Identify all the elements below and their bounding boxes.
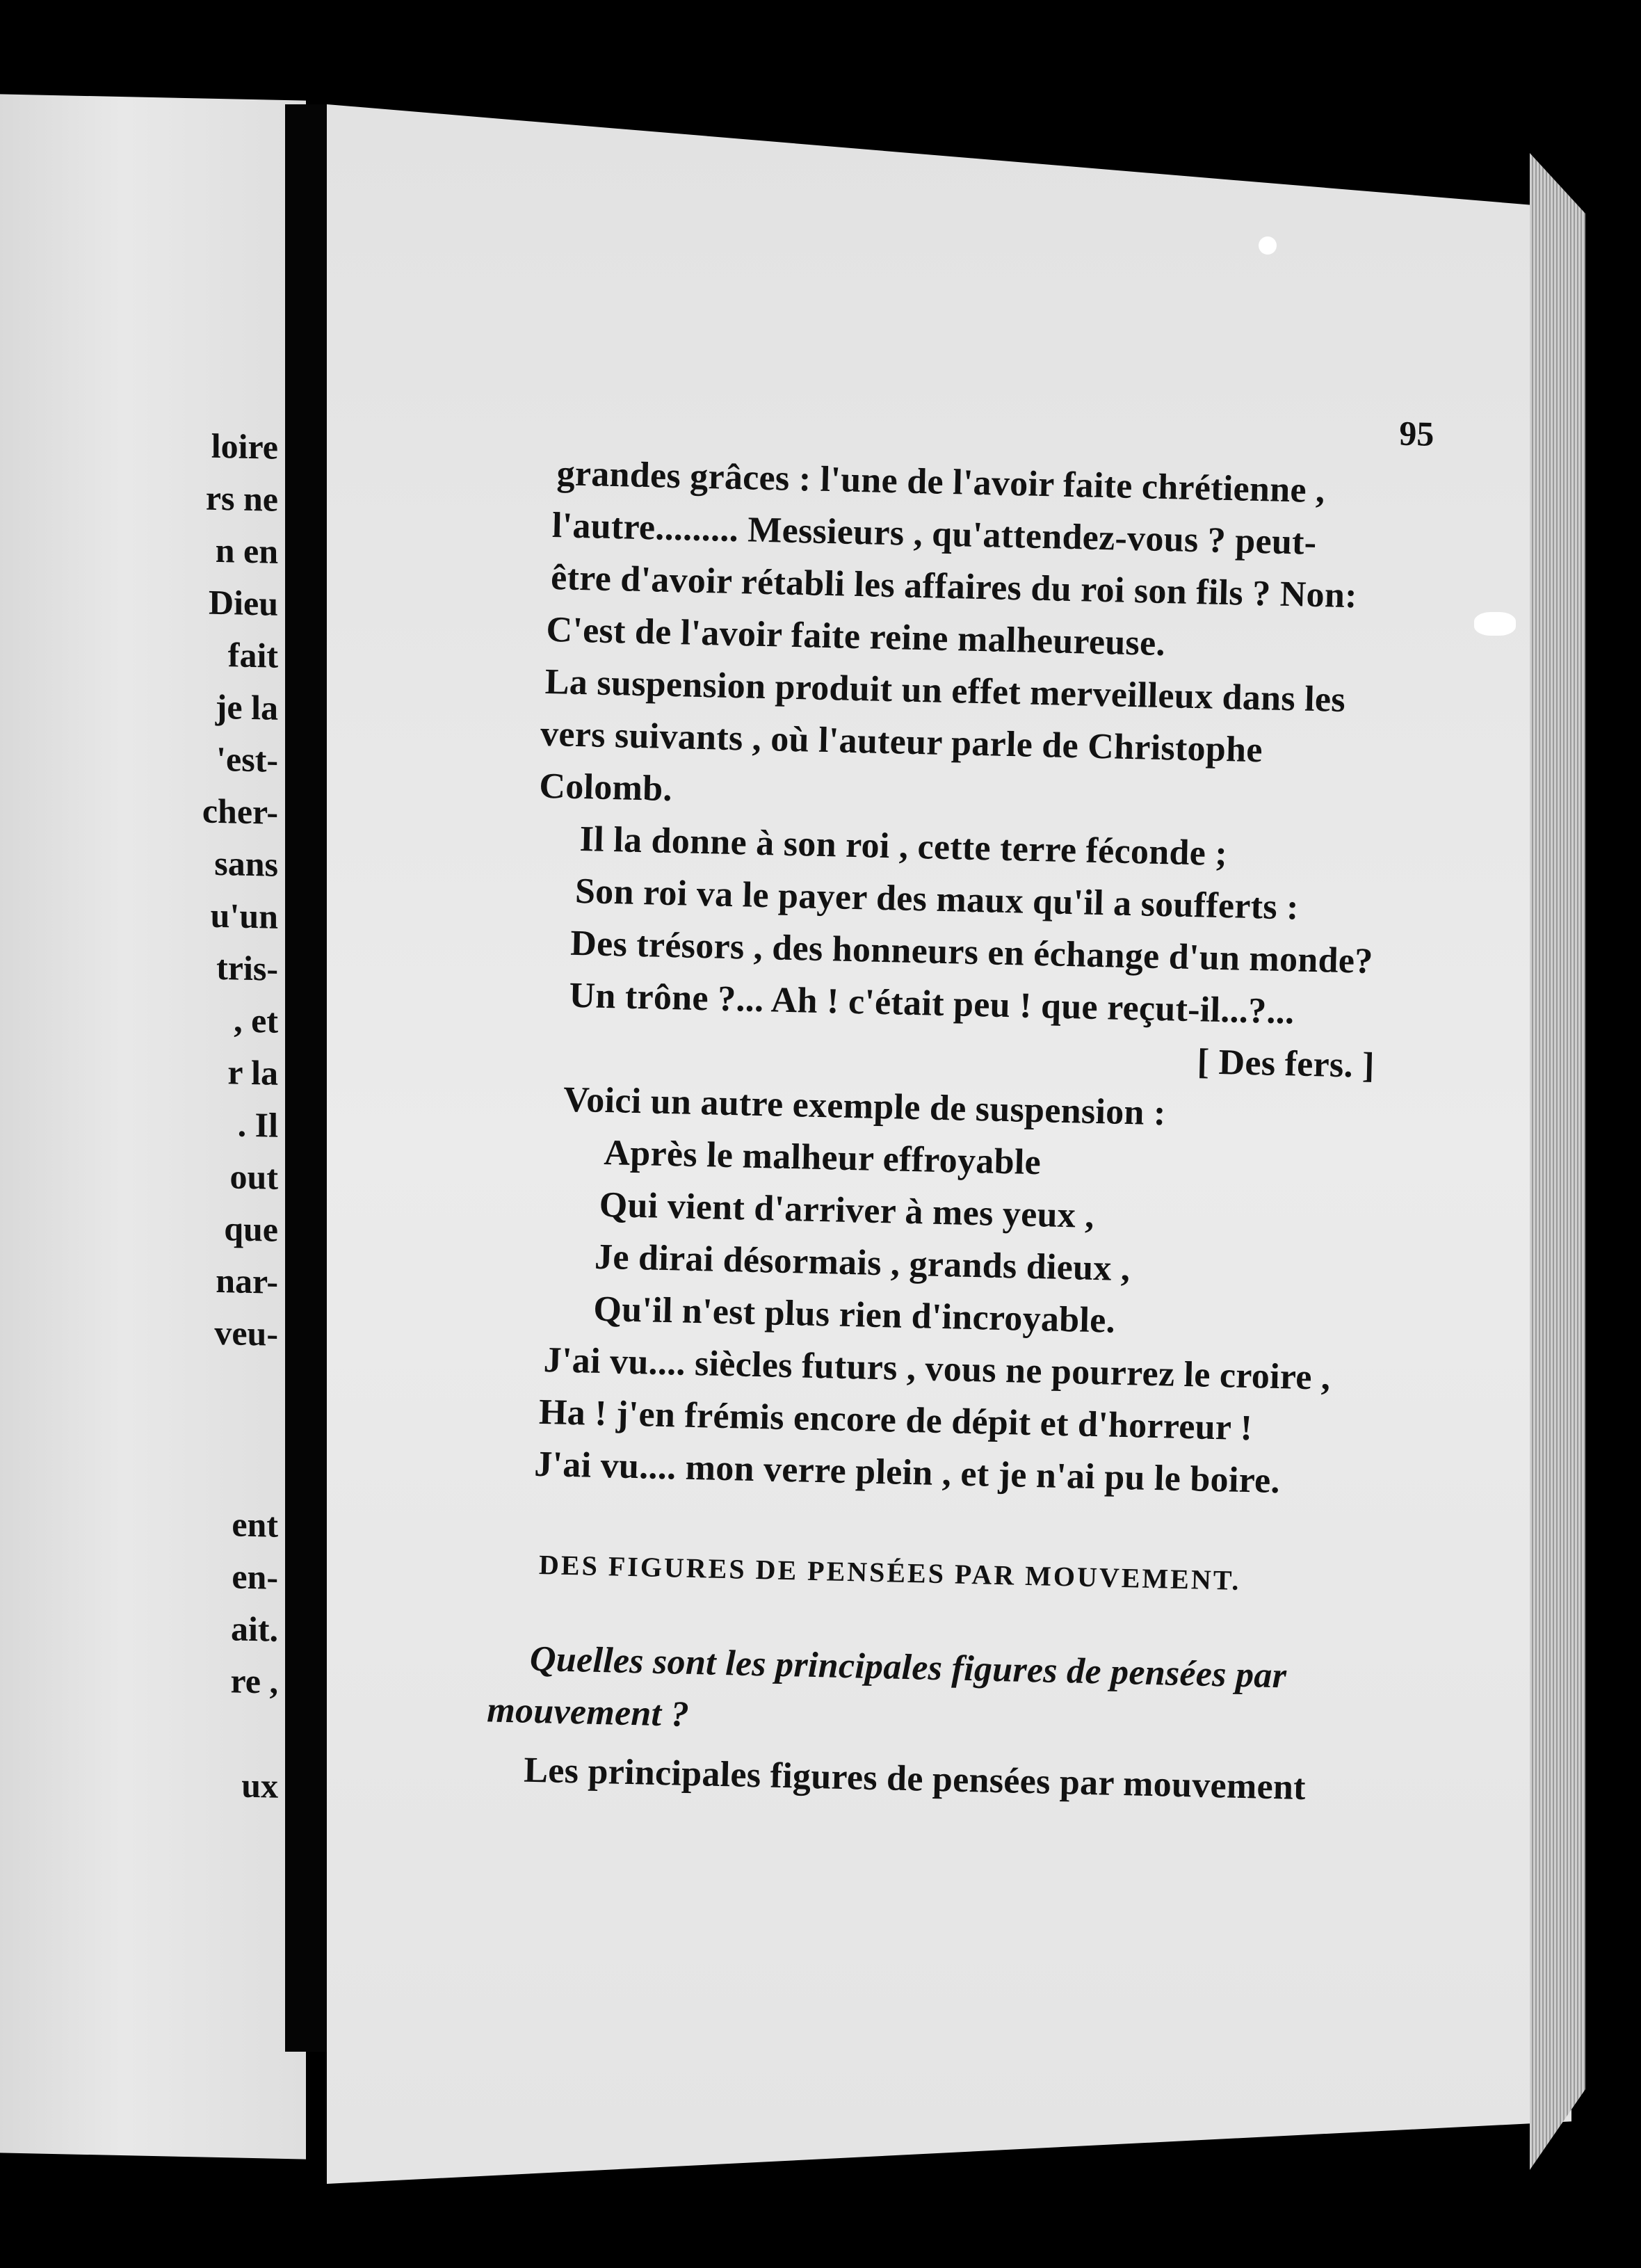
text-line: C'est de l'avoir faite reine malheureuse.: [545, 609, 1166, 664]
left-fragment: out: [229, 1157, 278, 1197]
verse-line: J'ai vu.... siècles futurs , vous ne pourrez le croire ,: [543, 1340, 1331, 1398]
left-fragment: r la: [227, 1052, 278, 1093]
verse-line: Son roi va le payer des maux qu'il a soufferts :: [574, 871, 1300, 928]
question-line: Quelles sont les principales figures de pensées par: [529, 1639, 1287, 1696]
text-line: Voici un autre exemple de suspension :: [563, 1079, 1167, 1134]
verse-line: Qu'il n'est plus rien d'incroyable.: [592, 1289, 1116, 1341]
question-line: mouvement ?: [486, 1690, 690, 1735]
text-line: grandes grâces : l'une de l'avoir faite chrétienne ,: [556, 453, 1326, 511]
page-number: 95: [1398, 413, 1434, 453]
text-line: La suspension produit un effet merveilleux dans les: [544, 661, 1346, 720]
left-fragment: rs ne: [205, 478, 278, 519]
text-line: Colomb.: [538, 766, 673, 810]
verse-line: Qui vient d'arriver à mes yeux ,: [599, 1184, 1095, 1236]
left-fragment: veu-: [214, 1312, 278, 1353]
dust-speck: [1474, 612, 1516, 636]
left-fragment: u'un: [210, 895, 278, 936]
left-fragment: . Il: [237, 1104, 278, 1145]
dust-speck: [1259, 236, 1277, 255]
verse-line-end: [ Des fers. ]: [1197, 1042, 1375, 1086]
left-fragment: tris-: [216, 947, 278, 988]
verse-line: Il la donne à son roi , cette terre féconde ;: [579, 819, 1228, 874]
verse-line: Je dirai désormais , grands dieux ,: [594, 1237, 1131, 1289]
verse-line: Après le malheur effroyable: [603, 1132, 1042, 1183]
left-fragment: sans: [214, 843, 278, 884]
left-fragment: ait.: [230, 1609, 278, 1649]
text-line: l'autre......... Messieurs , qu'attendez-vous ? peut-: [551, 506, 1318, 563]
left-fragment: , et: [234, 1000, 278, 1040]
left-fragment: ux: [241, 1765, 278, 1805]
verse-line: Un trône ?... Ah ! c'était peu ! que reçut-il...?...: [569, 975, 1295, 1032]
text-line: Les principales figures de pensées par mouvement: [523, 1750, 1307, 1808]
left-fragment: 'est-: [216, 739, 278, 780]
left-fragment: je la: [215, 686, 278, 727]
left-fragment: Dieu: [209, 582, 278, 623]
left-fragment: loire: [211, 426, 278, 467]
verse-line: Des trésors , des honneurs en échange d'un monde?: [569, 923, 1374, 981]
left-fragment: cher-: [202, 791, 278, 832]
text-line: être d'avoir rétabli les affaires du roi son fils ? Non:: [550, 558, 1358, 616]
left-fragment: fait: [227, 635, 278, 675]
text-line: vers suivants , où l'auteur parle de Christophe: [540, 714, 1263, 771]
verse-line: Ha ! j'en frémis encore de dépit et d'horreur !: [538, 1392, 1253, 1449]
left-fragment: nar-: [216, 1260, 278, 1301]
verse-line: J'ai vu.... mon verre plein , et je n'ai pu le boire.: [533, 1444, 1281, 1502]
left-fragment: n en: [215, 530, 278, 571]
section-heading: DES FIGURES DE PENSÉES PAR MOUVEMENT.: [538, 1548, 1241, 1596]
left-fragment: ent: [232, 1504, 278, 1545]
left-fragment: en-: [232, 1557, 278, 1597]
left-fragment: re ,: [230, 1661, 278, 1701]
left-fragment: que: [224, 1209, 278, 1249]
